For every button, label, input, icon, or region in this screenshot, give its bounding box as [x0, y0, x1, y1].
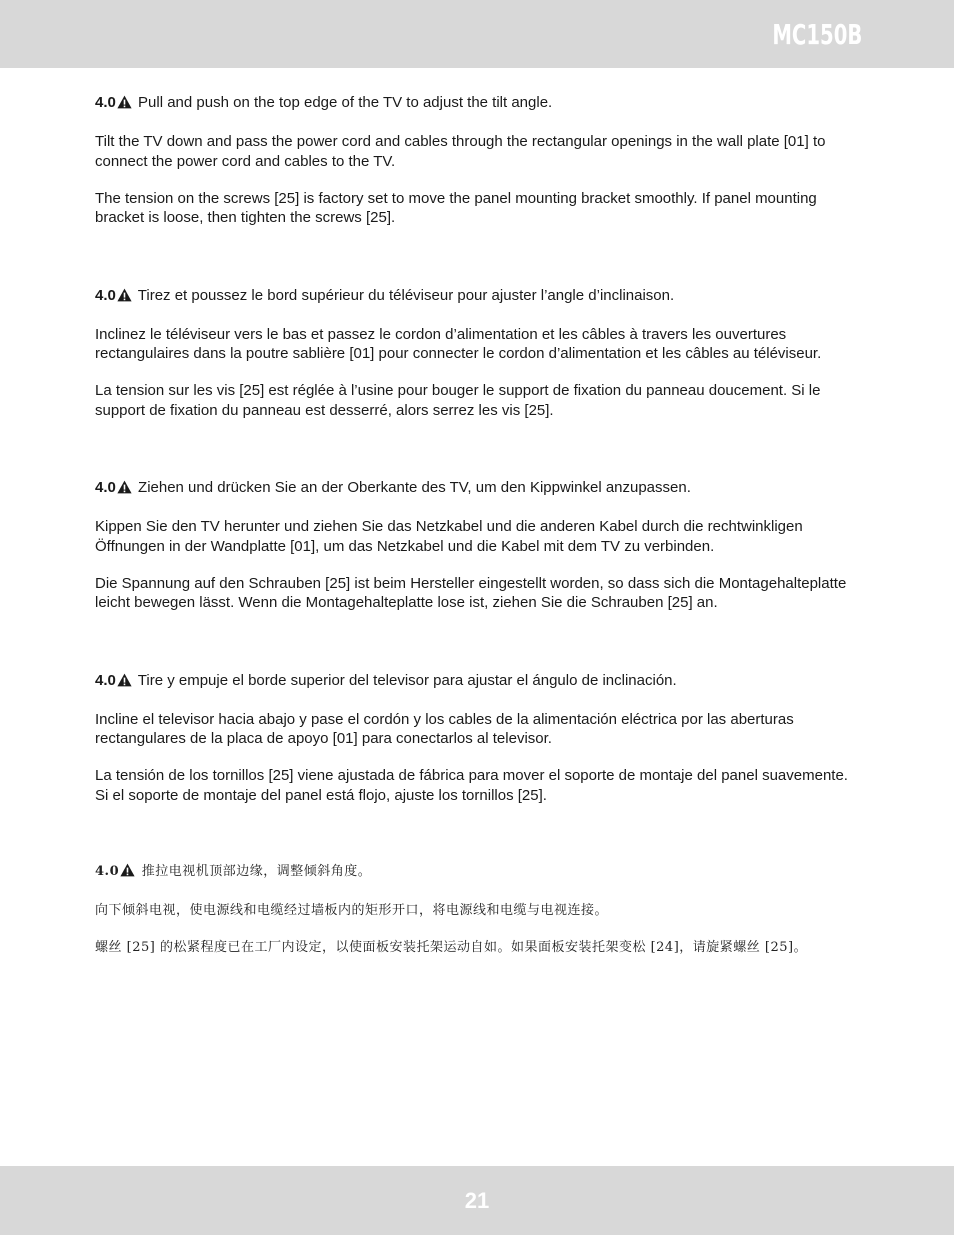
section-chinese: [95, 862, 865, 958]
step-line: [95, 93, 865, 115]
step-number: 4.0: [95, 479, 116, 496]
page-header: [0, 0, 954, 68]
paragraph: Tilt the TV down and pass the power cord and cables through the rectangular openings in the wall plate [01] to connect the power cord and cables to the TV.: [95, 133, 826, 170]
warning-triangle-icon: [117, 95, 132, 115]
section-spanish: [95, 671, 865, 806]
warning-triangle-icon: [117, 480, 132, 500]
page-number: 21: [464, 1188, 490, 1213]
paragraph: Incline el televisor hacia abajo y pase el cordón y los cables de la alimentación eléctrica por las aberturas rectangulares de la placa de apoyo [01] para conectarlos al televisor.: [95, 710, 794, 747]
paragraph: 螺丝 [25] 的松紧程度已在工厂内设定，以使面板安装托架运动自如。如果面板安装托架变松 [24]，请旋紧螺丝 [25]。: [95, 940, 808, 955]
page-content: [95, 93, 865, 958]
step-line: [95, 671, 865, 693]
step-text: Pull and push on the top edge of the TV to adjust the tilt angle.: [133, 94, 553, 111]
step-number: 4.0: [95, 286, 116, 304]
warning-triangle-icon: [117, 673, 132, 693]
step-text: Tire y empuje el borde superior del televisor para ajustar el ángulo de inclinación.: [133, 671, 677, 689]
section-english: [95, 93, 865, 228]
paragraph: La tensión de los tornillos [25] viene ajustada de fábrica para mover el soporte de montaje del panel suavemente. Si el soporte de montaje del panel está flojo, ajuste los tornillos [25].: [95, 767, 848, 804]
section-german: [95, 478, 865, 613]
warning-triangle-icon: [117, 288, 132, 308]
paragraph: La tension sur les vis [25] est réglée à l’usine pour bouger le support de fixation du panneau doucement. Si le support de fixation du panneau est desserré, alors serrez les vis [25].: [95, 382, 821, 419]
step-line: [95, 478, 865, 500]
paragraph: 向下倾斜电视，使电源线和电缆经过墙板内的矩形开口，将电源线和电缆与电视连接。: [95, 903, 609, 918]
step-number: 4.0: [95, 94, 116, 111]
paragraph: Die Spannung auf den Schrauben [25] ist beim Hersteller eingestellt worden, so dass sich die Montagehalteplatte leicht bewegen lässt. Wenn die Montagehalteplatte lose ist, ziehen Sie die Schrauben [25] an.: [95, 574, 847, 611]
step-number: 4.0: [95, 671, 116, 689]
warning-triangle-icon: [120, 863, 135, 884]
step-text: 推拉电视机顶部边缘，调整倾斜角度。: [137, 864, 372, 879]
step-line: [95, 286, 865, 308]
paragraph: Kippen Sie den TV herunter und ziehen Sie das Netzkabel und die anderen Kabel durch die rechtwinkligen Öffnungen in der Wandplatte [01], um das Netzkabel und die Kabel mit dem TV zu verbinden.: [95, 518, 803, 555]
section-french: [95, 286, 865, 421]
step-number: 4.0: [95, 864, 120, 879]
step-line: [95, 862, 865, 884]
paragraph: The tension on the screws [25] is factory set to move the panel mounting bracket smoothly. If panel mounting bracket is loose, then tighten the screws [25].: [95, 189, 817, 226]
paragraph: Inclinez le téléviseur vers le bas et passez le cordon d’alimentation et les câbles à travers les ouvertures rectangulaires dans la poutre sablière [01] pour connecter le cordon d’alimentation et les câbles au téléviseur.: [95, 325, 822, 362]
page-footer: [0, 1166, 954, 1235]
step-text: Tirez et poussez le bord supérieur du téléviseur pour ajuster l’angle d’inclinaison.: [133, 286, 675, 304]
step-text: Ziehen und drücken Sie an der Oberkante des TV, um den Kippwinkel anzupassen.: [133, 479, 691, 496]
model-name: MC150B: [772, 18, 862, 51]
